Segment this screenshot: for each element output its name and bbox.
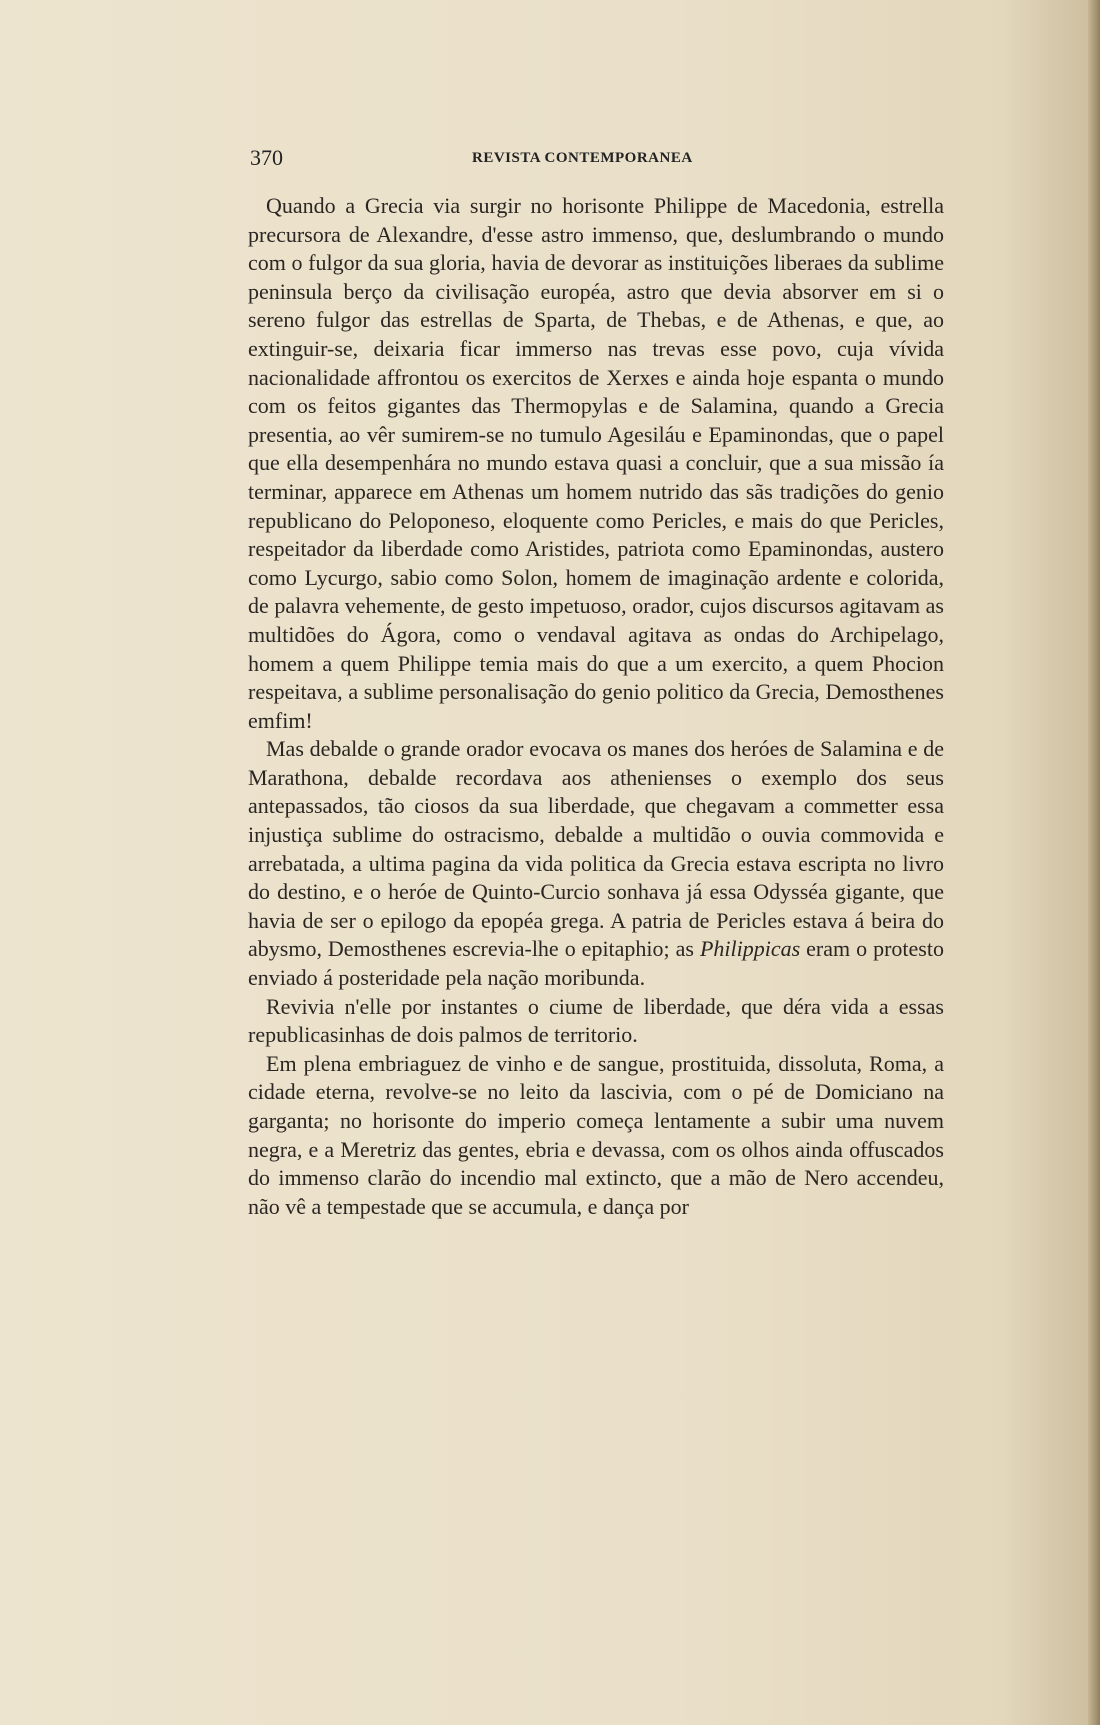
paragraph: Quando a Grecia via surgir no horisonte Philippe de Macedonia, estrella precursora de Alexandre, d'esse astro immenso, que, deslumbrando o mundo com o fulgor da sua gloria, havia de devorar as instituições liberaes da sublime peninsula berço da civilisação européa, astro que devia absorver em si o sereno fulgor das estrellas de Sparta, de Thebas, e de Athenas, e que, ao extinguir-se, deixaria ficar immerso nas trevas esse povo, cuja vívida nacionalidade affrontou os exercitos de Xerxes e ainda hoje espanta o mundo com os feitos gigantes das Thermopylas e de Salamina, quando a Grecia presentia, ao vêr sumirem-se no tumulo Agesiláu e Epaminondas, que o papel que ella desempenhára no mundo estava quasi a concluir, que a sua missão ía terminar, apparece em Athenas um homem nutrido das sãs tradições do genio republicano do Peloponeso, eloquente como Pericles, e mais do que Pericles, respeitador da liberdade como Aristides, patriota como Epaminondas, austero como Lycurgo, sabio como Solon, homem de imaginação ardente e colorida, de palavra vehemente, de gesto impetuoso, orador, cujos discursos agitavam as multidões do Ágora, como o vendaval agitava as ondas do Archipelago, homem a quem Philippe temia mais do que a um exercito, a quem Phocion respeitava, a sublime personalisação do genio politico da Grecia, Demosthenes emfim! [248, 193, 944, 733]
paragraph: Revivia n'elle por instantes o ciume de liberdade, que déra vida a essas republicasinhas de dois palmos de territorio. [248, 993, 944, 1048]
paragraph-text: Mas debalde o grande orador evocava os manes dos heróes de Salamina e de Marathona, debalde recordava aos athenienses o exemplo dos seus antepassados, tão ciosos da sua liberdade, que chegavam a commetter essa injustiça sublime do ostracismo, debalde a multidão o ouvia commovida e arrebatada, a ultima pagina da vida politica da Grecia estava escripta no livro do destino, e o heróe de Quinto-Curcio sonhava já essa Odysséa gigante, que havia de ser o epilogo da epopéa grega. A patria de Pericles estava á beira do abysmo, Demosthenes escrevia-lhe o epitaphio; as [248, 736, 944, 962]
running-head [250, 145, 940, 175]
page-edge [1088, 0, 1100, 1725]
paragraph-text: eram o protesto enviado á posteridade pela nação moribunda. [248, 936, 944, 991]
paragraph: Em plena embriaguez de vinho e de sangue, prostituida, dissoluta, Roma, a cidade eterna, revolve-se no leito da lascivia, com o pé de Domiciano na garganta; no horisonte do imperio começa lentamente a subir uma nuvem negra, e a Meretriz das gentes, ebria e devassa, com os olhos ainda offuscados do immenso clarão do incendio mal extincto, que a mão de Nero accendeu, não vê a tempestade que se accumula, e dança por [248, 1050, 944, 1219]
italic-title: Philippicas [699, 936, 801, 962]
body-text [248, 192, 944, 1221]
paragraph [248, 735, 944, 992]
page-number: 370 [250, 145, 283, 170]
journal-title: REVISTA CONTEMPORANEA [472, 150, 693, 166]
